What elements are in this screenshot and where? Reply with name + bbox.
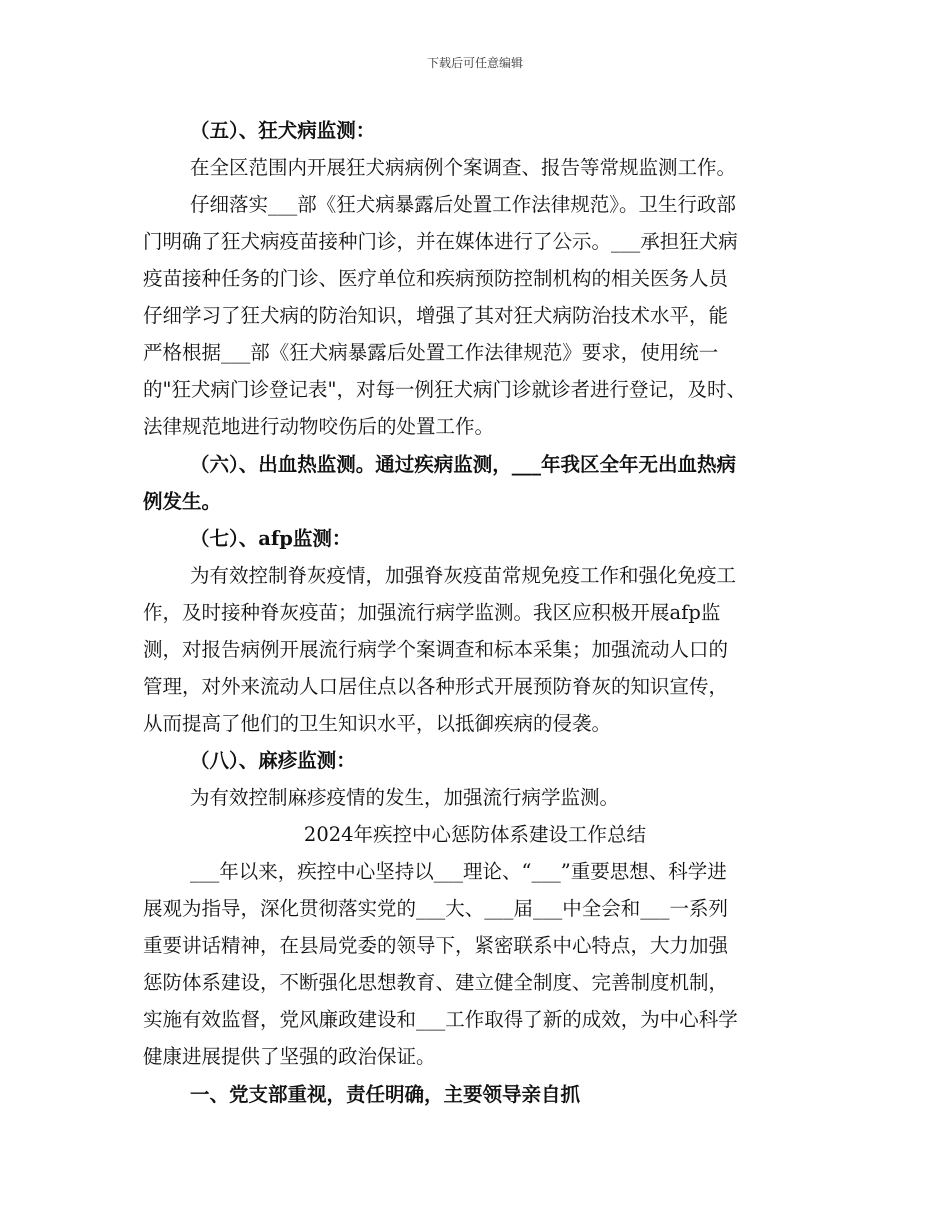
paragraph-line: 仔细落实___部《狂犬病暴露后处置工作法律规范》。卫生行政部 — [190, 193, 737, 216]
paragraph-line: 健康进展提供了坚强的政治保证。 — [143, 1045, 436, 1068]
paragraph-line: 从而提高了他们的卫生知识水平，以抵御疾病的侵袭。 — [143, 712, 612, 735]
paragraph-line: 严格根据___部《狂犬病暴露后处置工作法律规范》要求，使用统一 — [143, 341, 719, 364]
paragraph-line: 为有效控制麻疹疫情的发生，加强流行病学监测。 — [190, 786, 620, 809]
paragraph-line: 法律规范地进行动物咬伤后的处置工作。 — [143, 415, 495, 438]
paragraph-line: 门明确了狂犬病疫苗接种门诊，并在媒体进行了公示。___承担狂犬病 — [143, 230, 738, 253]
paragraph-line: 为有效控制脊灰疫情，加强脊灰疫苗常规免疫工作和强化免疫工 — [190, 564, 737, 587]
section-heading-afp: （七）、afp监测： — [190, 527, 352, 550]
paragraph-line: 在全区范围内开展狂犬病病例个案调查、报告等常规监测工作。 — [190, 156, 737, 179]
section-heading-hemorrhagic-fever-cont: 例发生。 — [143, 490, 222, 513]
paragraph-line: 实施有效监督，党风廉政建设和___工作取得了新的成效，为中心科学 — [143, 1008, 738, 1031]
section-heading-rabies: （五）、狂犬病监测： — [190, 119, 376, 142]
paragraph-line: 疫苗接种任务的门诊、医疗单位和疾病预防控制机构的相关医务人员 — [143, 267, 729, 290]
paragraph-line: 重要讲话精神，在县局党委的领导下，紧密联系中心特点，大力加强 — [143, 934, 729, 957]
paragraph-line: 的"狂犬病门诊登记表"，对每一例狂犬病门诊就诊者进行登记，及时、 — [143, 378, 746, 401]
document-title: 2024年疾控中心惩防体系建设工作总结 — [303, 823, 647, 846]
paragraph-line: 作，及时接种脊灰疫苗；加强流行病学监测。我区应积极开展afp监 — [143, 601, 721, 624]
page-header: 下载后可任意编辑 — [426, 56, 523, 70]
section-heading-party-branch: 一、党支部重视，责任明确，主要领导亲自抓 — [190, 1083, 581, 1106]
paragraph-line: 管理，对外来流动人口居住点以各种形式开展预防脊灰的知识宣传， — [143, 675, 729, 698]
paragraph-line: 测，对报告病例开展流行病学个案调查和标本采集；加强流动人口的 — [143, 638, 729, 661]
paragraph-line: ___年以来，疾控中心坚持以___理论、“___”重要思想、科学进 — [190, 860, 727, 883]
paragraph-line: 惩防体系建设，不断强化思想教育、建立健全制度、完善制度机制， — [143, 971, 729, 994]
paragraph-line: 展观为指导，深化贯彻落实党的___大、___届___中全会和___一系列 — [143, 897, 729, 920]
section-heading-measles: （八）、麻疹监测： — [190, 749, 356, 772]
section-heading-hemorrhagic-fever: （六）、出血热监测。通过疾病监测，___年我区全年无出血热病 — [190, 453, 737, 476]
paragraph-line: 仔细学习了狂犬病的防治知识，增强了其对狂犬病防治技术水平，能 — [143, 304, 729, 327]
